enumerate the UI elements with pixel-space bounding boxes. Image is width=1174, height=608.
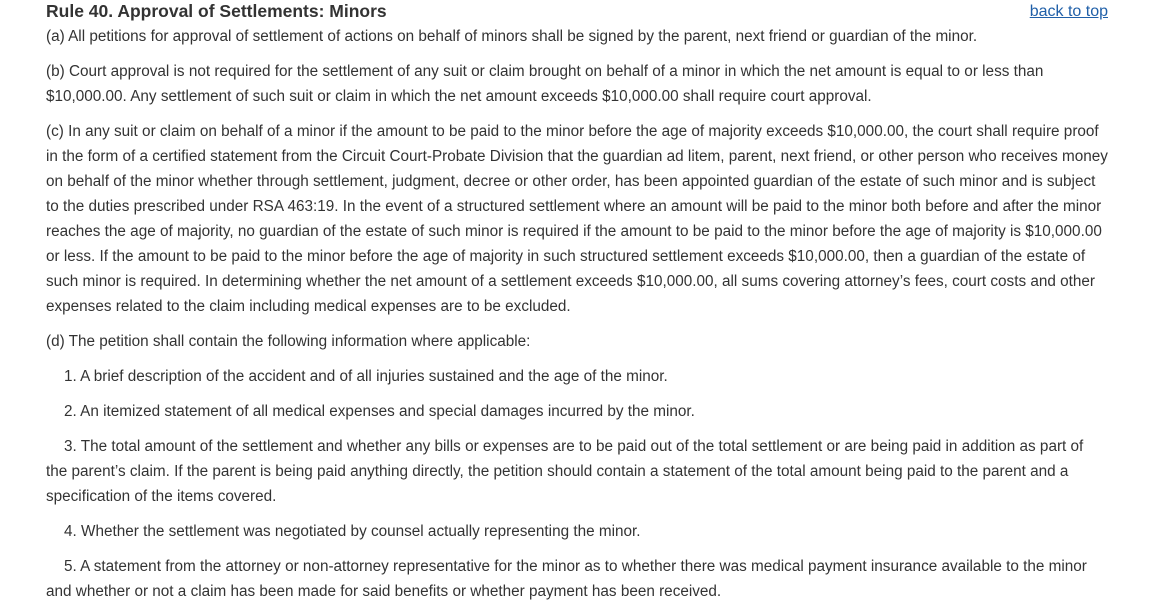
back-to-top-link[interactable]: back to top bbox=[1029, 3, 1108, 20]
list-item-2: 2. An itemized statement of all medical expenses and special damages incurred by the minor. bbox=[64, 403, 695, 420]
paragraph-d: (d) The petition shall contain the following information where applicable: bbox=[46, 333, 531, 350]
paragraph-a: (a) All petitions for approval of settlement of actions on behalf of minors shall be signed by the parent, next friend or guardian of the minor. bbox=[46, 28, 978, 45]
list-item-1: 1. A brief description of the accident and of all injuries sustained and the age of the minor. bbox=[64, 368, 668, 385]
paragraph-b: (b) Court approval is not required for the settlement of any suit or claim brought on behalf of a minor in which the net amount is equal to or less than $10,000.00. Any settlement of such suit or claim in which the net amount exceeds $10,000.00 shall require court approval. bbox=[46, 63, 1044, 105]
page-title: Rule 40. Approval of Settlements: Minors bbox=[46, 1, 387, 21]
rule-document bbox=[46, 0, 1108, 604]
list-item-5: 5. A statement from the attorney or non-attorney representative for the minor as to whether there was medical payment insurance available to the minor and whether or not a claim has been made for said benefits or whether payment has been received. bbox=[46, 558, 1087, 600]
list-item-3: 3. The total amount of the settlement and whether any bills or expenses are to be paid out of the total settlement or are being paid in addition as part of the parent’s claim. If the parent is being paid anything directly, the petition should contain a statement of the total amount being paid to the parent and a specification of the items covered. bbox=[46, 438, 1084, 505]
list-item-4: 4. Whether the settlement was negotiated by counsel actually representing the minor. bbox=[64, 523, 641, 540]
title-row bbox=[46, 0, 1108, 24]
paragraph-c: (c) In any suit or claim on behalf of a minor if the amount to be paid to the minor before the age of majority exceeds $10,000.00, the court shall require proof in the form of a certified statement from the Circuit Court-Probate Division that the guardian ad litem, parent, next friend, or other person who receives money on behalf of the minor whether through settlement, judgment, decree or other order, has been appointed guardian of the estate of such minor and is subject to the duties prescribed under RSA 463:19. In the event of a structured settlement where an amount will be paid to the minor both before and after the minor reaches the age of majority, no guardian of the estate of such minor is required if the amount to be paid to the minor before the age of majority is $10,000.00 or less. If the amount to be paid to the minor before the age of majority in such structured settlement exceeds $10,000.00, then a guardian of the estate of such minor is required. In determining whether the net amount of a settlement exceeds $10,000.00, all sums covering attorney’s fees, court costs and other expenses related to the claim including medical expenses are to be excluded. bbox=[46, 123, 1108, 315]
